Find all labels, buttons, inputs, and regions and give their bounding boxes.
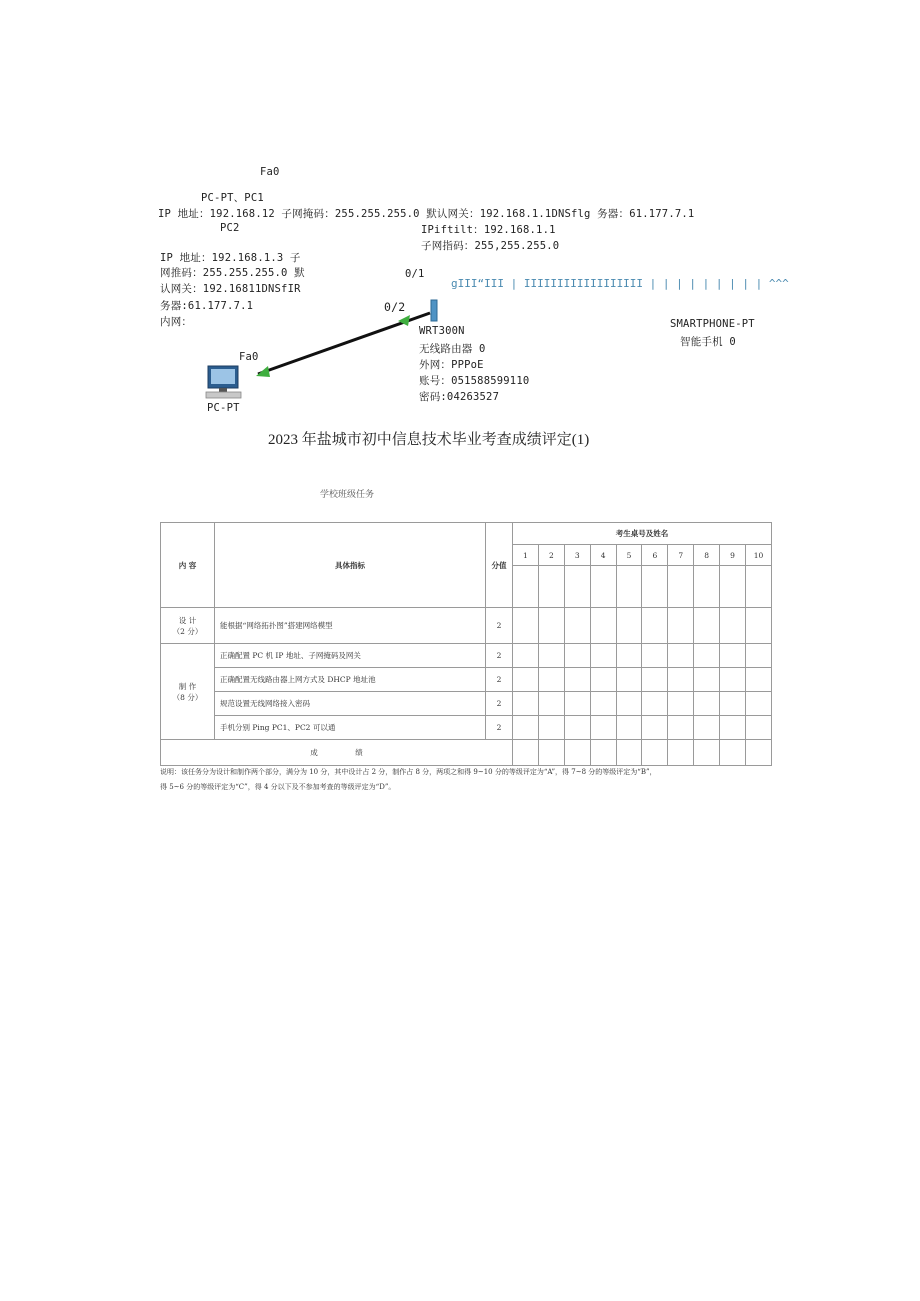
router-model: WRT300N (419, 325, 465, 337)
pc2-config-line: 务器:61.177.7.1 (160, 300, 254, 312)
grade-cell[interactable] (668, 566, 694, 608)
grade-cell[interactable] (564, 716, 590, 740)
indicator-score: 2 (486, 668, 513, 692)
grade-cell[interactable] (564, 608, 590, 644)
pc2-config-line: 网推码：255.255.255.0 默 (160, 267, 305, 279)
pc2-config-line: 认网关：192.16811DNSfIR (160, 283, 301, 295)
grade-cell[interactable] (616, 692, 642, 716)
pc1-config: IP 地址：192.168.12 子网掩码：255.255.255.0 默认网关：192.168.1.1DNSflg 务器：61.177.7.1 (158, 208, 695, 220)
student-number: 3 (564, 545, 590, 566)
router-port-label: 0/1 (405, 268, 425, 280)
grade-cell[interactable] (564, 740, 590, 766)
grade-cell[interactable] (590, 608, 616, 644)
pc2-model: PC-PT (207, 402, 240, 414)
grade-cell[interactable] (720, 644, 746, 668)
grade-cell[interactable] (513, 716, 539, 740)
router-lan-ip: IPiftilt：192.168.1.1 (421, 224, 556, 236)
make-category (161, 644, 215, 740)
grade-cell[interactable] (746, 668, 772, 692)
table-row (161, 668, 772, 692)
grade-cell[interactable] (746, 692, 772, 716)
header-score: 分值 (486, 523, 513, 608)
grade-cell[interactable] (642, 716, 668, 740)
pc2-config-line: 内网： (160, 316, 193, 328)
grade-cell[interactable] (720, 566, 746, 608)
student-number: 4 (590, 545, 616, 566)
router-wan: 外网：PPPoE (419, 359, 484, 371)
header-students: 考生桌号及姓名 (513, 523, 772, 545)
grade-cell[interactable] (746, 608, 772, 644)
indicator-score: 2 (486, 716, 513, 740)
grade-cell[interactable] (590, 566, 616, 608)
grade-cell[interactable] (720, 716, 746, 740)
grade-cell[interactable] (720, 668, 746, 692)
table-row (161, 692, 772, 716)
grade-cell[interactable] (590, 644, 616, 668)
router-account: 账号：051588599110 (419, 375, 530, 387)
router-lan-mask: 子网指码：255,255.255.0 (421, 240, 560, 252)
grade-cell[interactable] (694, 692, 720, 716)
grade-cell[interactable] (513, 566, 539, 608)
grade-cell[interactable] (564, 692, 590, 716)
grade-cell[interactable] (616, 668, 642, 692)
total-label: 成 绩 (161, 740, 513, 766)
indicator-score: 2 (486, 644, 513, 668)
router-icon (431, 300, 437, 321)
phone-name: 智能手机 0 (680, 336, 736, 348)
document-title: 2023 年盐城市初中信息技术毕业考查成绩评定(1) (268, 432, 590, 448)
grade-cell[interactable] (746, 566, 772, 608)
student-number: 2 (538, 545, 564, 566)
grade-cell[interactable] (538, 668, 564, 692)
pc2-config-line: IP 地址：192.168.1.3 子 (160, 252, 301, 264)
grade-cell[interactable] (590, 740, 616, 766)
phone-model: SMARTPHONE-PT (670, 318, 755, 330)
grade-cell[interactable] (513, 668, 539, 692)
grade-cell[interactable] (694, 740, 720, 766)
router-password: 密码:04263527 (419, 391, 500, 403)
grade-cell[interactable] (694, 608, 720, 644)
indicator-text: 手机分别 Ping PC1、PC2 可以通 (215, 716, 486, 740)
grade-cell[interactable] (720, 692, 746, 716)
pc2-interface-label: Fa0 (239, 351, 259, 363)
pc-computer-icon (206, 366, 241, 398)
grade-cell[interactable] (642, 566, 668, 608)
student-number: 6 (642, 545, 668, 566)
student-number: 9 (720, 545, 746, 566)
table-header-row (161, 523, 772, 545)
grade-cell[interactable] (746, 644, 772, 668)
grade-cell[interactable] (616, 740, 642, 766)
student-number: 5 (616, 545, 642, 566)
indicator-text: 正确配置无线路由器上网方式及 DHCP 地址池 (215, 668, 486, 692)
grade-cell[interactable] (642, 644, 668, 668)
grade-cell[interactable] (616, 716, 642, 740)
grade-cell[interactable] (513, 608, 539, 644)
student-number: 10 (746, 545, 772, 566)
grading-note-line2: 得 5~6 分的等级评定为“C”，得 4 分以下及不参加考查的等级评定为“D”。 (160, 783, 396, 791)
grade-cell[interactable] (590, 668, 616, 692)
grade-cell[interactable] (564, 566, 590, 608)
grade-cell[interactable] (694, 566, 720, 608)
grade-cell[interactable] (616, 644, 642, 668)
grade-cell[interactable] (564, 668, 590, 692)
grade-cell[interactable] (694, 644, 720, 668)
indicator-text: 能根据“网络拓扑图”搭建网络模型 (215, 608, 486, 644)
grade-cell[interactable] (538, 644, 564, 668)
document-subtitle: 学校班级任务 (320, 489, 375, 499)
grade-cell[interactable] (513, 644, 539, 668)
table-row (161, 608, 772, 644)
header-content: 内 容 (161, 523, 215, 608)
grade-cell[interactable] (590, 716, 616, 740)
student-number: 7 (668, 545, 694, 566)
grade-cell[interactable] (668, 692, 694, 716)
grade-cell[interactable] (538, 716, 564, 740)
grade-cell[interactable] (590, 692, 616, 716)
grade-cell[interactable] (616, 566, 642, 608)
make-points: （8 分） (172, 692, 203, 702)
grade-cell[interactable] (538, 740, 564, 766)
grade-cell[interactable] (720, 740, 746, 766)
grade-cell[interactable] (668, 644, 694, 668)
grade-cell[interactable] (642, 692, 668, 716)
table-row (161, 716, 772, 740)
indicator-score: 2 (486, 692, 513, 716)
grade-cell[interactable] (746, 740, 772, 766)
router-link-port-label: 0/2 (384, 300, 406, 314)
design-points: （2 分） (172, 626, 203, 636)
make-label: 制 作 (178, 681, 197, 691)
grade-cell[interactable] (694, 668, 720, 692)
router-name: 无线路由器 0 (419, 343, 486, 355)
grading-table (160, 522, 772, 766)
grading-note-line1: 说明：该任务分为设计和制作两个部分，满分为 10 分，其中设计占 2 分，制作占 8 分，两项之和得 9~10 分的等级评定为“A”，得 7~8 分的等级评定为“B”， (160, 768, 657, 776)
grade-cell[interactable] (746, 716, 772, 740)
grade-cell[interactable] (538, 608, 564, 644)
pc1-name: PC-PT、PC1 (201, 192, 264, 204)
grade-cell[interactable] (538, 566, 564, 608)
grade-cell[interactable] (642, 740, 668, 766)
indicator-score: 2 (486, 608, 513, 644)
grade-cell[interactable] (668, 716, 694, 740)
indicator-text: 正确配置 PC 机 IP 地址、子网掩码及网关 (215, 644, 486, 668)
grade-cell[interactable] (564, 644, 590, 668)
grade-cell[interactable] (538, 692, 564, 716)
grade-cell[interactable] (616, 608, 642, 644)
indicator-text: 规范设置无线网络接入密码 (215, 692, 486, 716)
pc2-name: PC2 (220, 222, 240, 234)
student-number: 8 (694, 545, 720, 566)
grade-cell[interactable] (720, 608, 746, 644)
design-label: 设 计 (178, 615, 197, 625)
total-row (161, 740, 772, 766)
wireless-signal: gIII“III | IIIIIIIIIIIIIIIIII | | | | | | | | | ^^^ (451, 277, 789, 290)
grade-cell[interactable] (668, 608, 694, 644)
grade-cell[interactable] (668, 668, 694, 692)
pc1-interface-label: Fa0 (260, 166, 280, 178)
grade-cell[interactable] (668, 740, 694, 766)
design-category (161, 608, 215, 644)
grade-cell[interactable] (642, 608, 668, 644)
grade-cell[interactable] (642, 668, 668, 692)
student-number: 1 (513, 545, 539, 566)
link-status-marker-pc (256, 366, 270, 377)
grade-cell[interactable] (513, 740, 539, 766)
grade-cell[interactable] (694, 716, 720, 740)
grade-cell[interactable] (513, 692, 539, 716)
header-indicator: 具体指标 (215, 523, 486, 608)
table-row (161, 644, 772, 668)
